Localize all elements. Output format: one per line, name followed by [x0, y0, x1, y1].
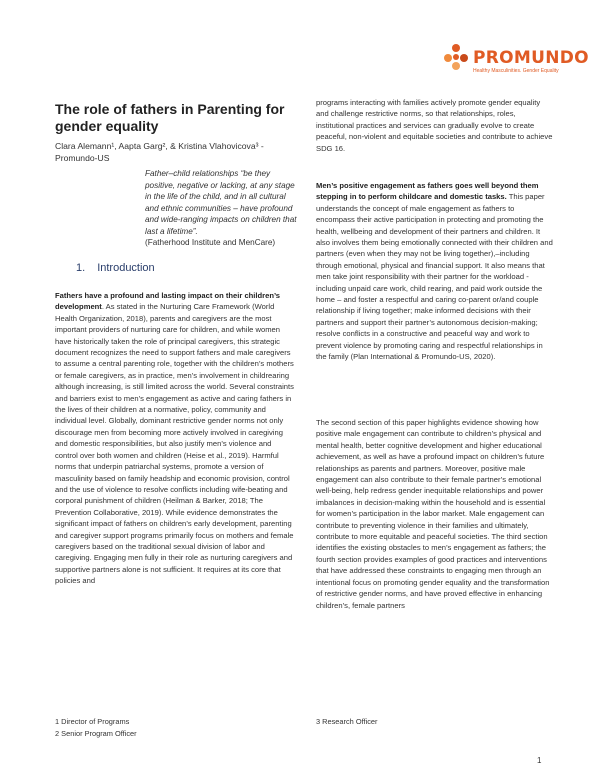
- footnote-3: 3 Research Officer: [316, 717, 378, 726]
- epigraph-quote: [145, 168, 297, 249]
- section-number: 1.: [76, 262, 86, 274]
- promundo-emblem-icon: [441, 41, 471, 71]
- authors-line: Clara Alemann¹, Aapta Garg², & Kristina Vlahovicova³ - Promundo-US: [55, 141, 264, 163]
- footnote-2: 2 Senior Program Officer: [55, 729, 137, 738]
- section-title: Introduction: [97, 262, 155, 274]
- section-heading: [76, 262, 155, 274]
- paragraph-text: programs interacting with families actively promote gender equality and challenge restrictive norms, so that relationships, roles, institutional practices and services can gradually evolve to create peaceful, non-violent and equitable societies and contribute to achieve SDG 16.: [316, 98, 553, 153]
- left-body-paragraph: [55, 290, 295, 587]
- right-body-paragraph-engagement: [316, 180, 554, 363]
- paragraph-text: . As stated in the Nurturing Care Framework (World Health Organization, 2018), parents and caregivers are the most important providers of nurturing care for children, and while women have historically taken the role of principal caregivers, this strategic document recognizes the need to support fathers and male caregivers to assume a central parenting role, together with the children’s mothers or female caregivers, as in practice, men’s involvement in childrearing although increasing, is still limited across the world. Several constraints and barriers exist to men’s engagement as active and caring fathers in the lives of their children at a normative, policy, community and individual level. Globally, dominant restrictive gender norms not only discourage men from becoming more actively involved in caregiving and domestic responsibilities, but also justify men’s violence and control over both women and children (Heise et al., 2019). Harmful norms that underpin patriarchal systems, promote a version of masculinity based on family headship and economic provision, control and the use of violence to resolve conflicts including wife-beating and corporal punishment of children (Heilman & Barker, 2018; The Prevention Collaborative, 2019). While evidence demonstrates the significant impact of fathers on children’s early development, parenting and caregiver support programs primarily focus on mothers and female caregivers based on the traditional sexual division of labor and caregiving. Engaging men fully in their role as nurturing caregivers and supportive partners alone is not sufficient. It requires at its core that policies and: [55, 302, 294, 586]
- page-number: 1: [537, 756, 542, 765]
- paragraph-lead: Fathers have a profound and lasting impact on their children’s development: [55, 291, 281, 312]
- logo-wordmark: PROMUNDO: [473, 48, 589, 68]
- footnote-1: 1 Director of Programs: [55, 717, 130, 726]
- document-title: The role of fathers in Parenting for gender equality: [55, 101, 285, 134]
- right-body-paragraph-sections: [316, 417, 554, 611]
- quote-source: (Fatherhood Institute and MenCare): [145, 238, 276, 247]
- paragraph-lead: Men’s positive engagement as fathers goes well beyond them stepping in to perform childcare and domestic tasks.: [316, 181, 539, 202]
- promundo-logo: [441, 41, 589, 81]
- paragraph-text: This paper understands the concept of male engagement as fathers to encompass their active participation in protecting and promoting the health, wellbeing and development of their partners and children. It also involves them being emotionally connected with their children and partners (even when they may not be living together),–including through emotional, physical and financial support. It also means that men take joint responsibility with their partner for the workload -including unpaid care work, child rearing, and paid work outside the home – and foster a respectful and caring co-parent or/and couple relationship if living together; make informed decisions with their partners and support their partner’s autonomous decision-making; resolve conflicts in a constructive and peaceful way and work to prevent violence by promoting caring and respectful relationships in the family (Plan International & Promundo-US, 2020).: [316, 192, 553, 362]
- logo-tagline: Healthy Masculinities. Gender Equality: [473, 68, 559, 74]
- quote-text: Father–child relationships “be they positive, negative or lacking, at any stage in the life of the child, and in all cultural and ethnic communities – have profound and wide-ranging impacts on children that last a lifetime”.: [145, 169, 297, 236]
- paragraph-text: The second section of this paper highlights evidence showing how positive male engagement can contribute to children’s physical and mental health, better cognitive development and higher educational achievement, as well as have a profound impact on children’s future relationships as parents and partners. Moreover, positive male engagement can also contribute to their female partner’s emotional well-being, help redress gender inequitable relationships and power imbalances in decision-making within the household and is essential for women’s participation in the labor market. Male engagement can contribute to preventing violence in their families and ultimately, contribute to more equitable and peaceful societies. The third section identifies the existing obstacles to men’s engagement as fathers; the fourth section provides examples of good practices and interventions that have addressed these constraints to engaging men through an intentional focus on promoting gender equality and the transformation of restrictive gender norms, and have proved effective in enhancing children’s, female partners: [316, 418, 550, 610]
- right-body-paragraph-continued: [316, 97, 554, 154]
